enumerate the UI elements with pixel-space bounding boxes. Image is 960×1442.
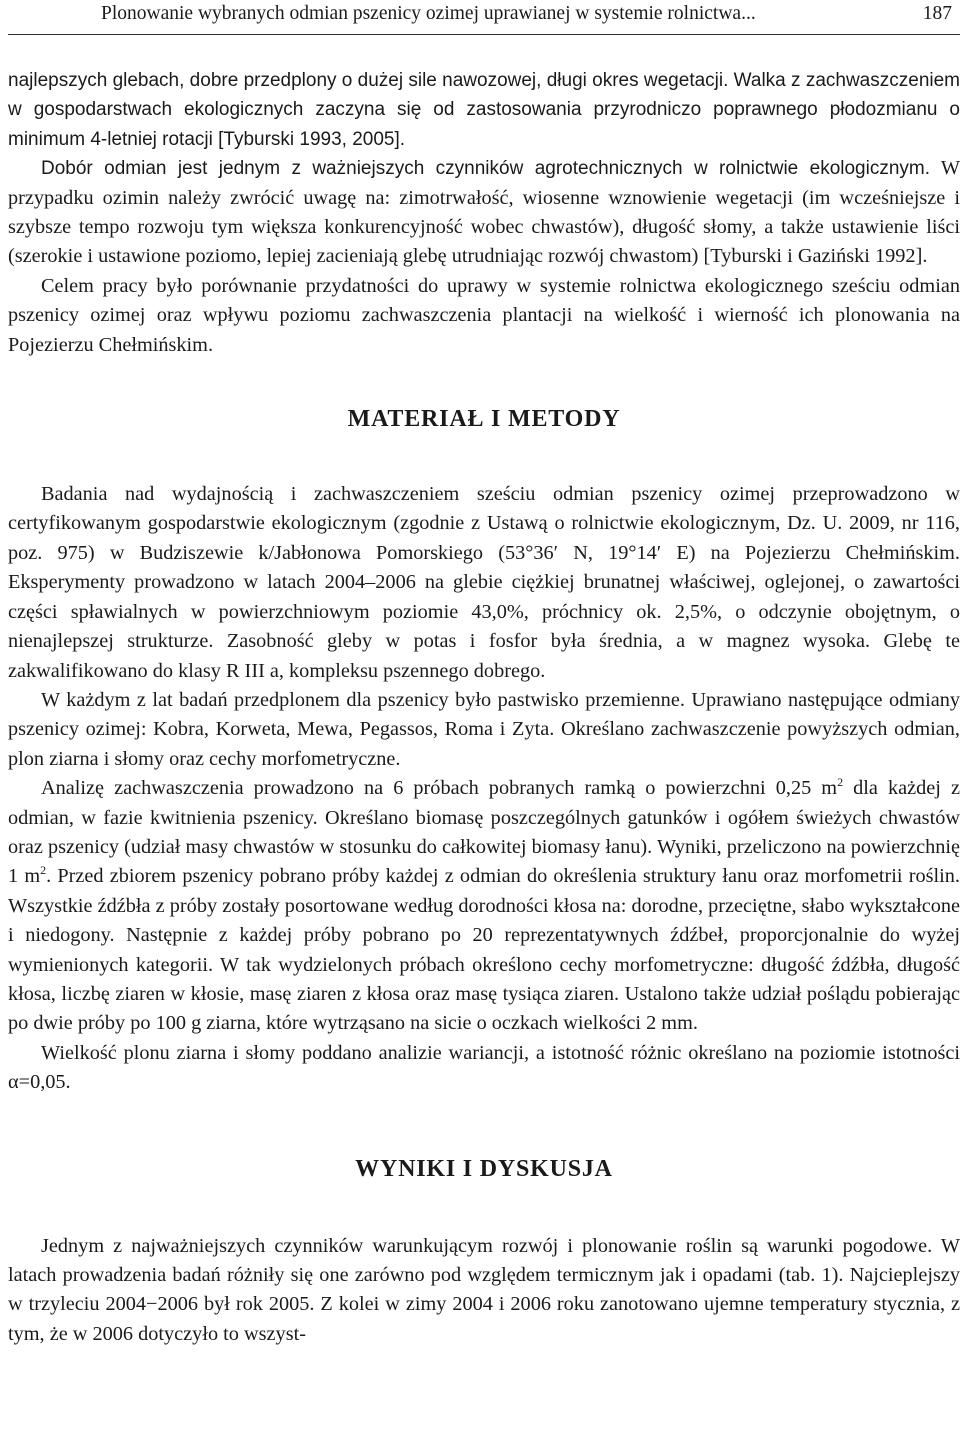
intro-paragraph-2: [8, 154, 960, 272]
page-number: 187: [922, 3, 952, 24]
intro-paragraph-1: najlepszych glebach, dobre przedplony o dużej sile nawozowej, długi okres wegetacji. Walka z zachwaszczeniem w gospodarstwach ekologicznych zaczyna się od zastosowania przyrodniczo poprawnego płodozmianu o minimum 4-letniej rotacji [Tyburski 1993, 2005].: [8, 70, 960, 150]
methods-paragraph-4: Wielkość plonu ziarna i słomy poddano analizie wariancji, a istotność różnic określano na poziomie istotności α=0,05.: [8, 1041, 960, 1094]
methods-paragraph-3-part-b: dla każdej z odmian, w fazie kwitnienia pszenicy. Określano biomasę poszczególnych gatunków i ogółem świeżych chwastów oraz pszenicy (udział masy chwastów w stosunku do całkowitej biomasy łanu). Wyniki, przeliczono na powierzchnię 1 m: [8, 777, 960, 888]
results-heading: WYNIKI I DYSKUSJA: [355, 1155, 613, 1182]
running-header: [0, 0, 960, 34]
methods-paragraph-2: W każdym z lat badań przedplonem dla pszenicy było pastwisko przemienne. Uprawiano następujące odmiany pszenicy ozimej: Kobra, Korweta, Mewa, Pegassos, Roma i Zyta. Określano zachwaszczenie powyższych odmian, plon ziarna i słomy oraz cechy morfometryczne.: [8, 688, 960, 770]
intro-paragraph-2-lead: Dobór odmian jest jednym z ważniejszych czynników agrotechnicznych w rolnictwie ekologicznym.: [41, 158, 931, 180]
intro-paragraph-3: Celem pracy było porównanie przydatności do uprawy w systemie rolnictwa ekologicznego sześciu odmian pszenicy ozimej oraz wpływu poziomu zachwaszczenia plantacji na wielkość i wierność ich plonowania na Pojezierzu Chełmińskim.: [8, 274, 960, 356]
running-title: Plonowanie wybranych odmian pszenicy ozimej uprawianej w systemie rolnictwa...: [101, 3, 756, 24]
superscript-2: 2: [40, 863, 47, 878]
methods-paragraph-3-part-a: Analizę zachwaszczenia prowadzono na 6 próbach pobranych ramką o powierzchni 0,25 m: [41, 777, 838, 800]
intro-paragraph-2-rest: W przypadku ozimin należy zwrócić uwagę na: zimotrwałość, wiosenne wznowienie wegetacji (im wcześniejsze i szybsze tempo rozwoju tym większa konkurencyjność wobec chwastów), długość słomy, a także ustawienie liści (szerokie i ustawione poziomo, lepiej zacieniają glebę utrudniając rozwój chwastom) [Tyburski i Gaziński 1992].: [8, 157, 960, 268]
methods-heading: MATERIAŁ I METODY: [347, 406, 621, 433]
header-divider: [8, 34, 960, 35]
article-body: [8, 66, 960, 1349]
methods-paragraph-1: Badania nad wydajnością i zachwaszczeniem sześciu odmian pszenicy ozimej przeprowadzono w certyfikowanym gospodarstwie ekologicznym (zgodnie z Ustawą o rolnictwie ekologicznym, Dz. U. 2009, nr 116, poz. 975) w Budziszewie k/Jabłonowa Pomorskiego (53°36′ N, 19°14′ E) na Pojezierzu Chełmińskim. Eksperymenty prowadzono w latach 2004–2006 na glebie ciężkiej brunatnej właściwej, oglejonej, o zawartości części spławialnych w powierzchniowym poziomie 43,0%, próchnicy ok. 2,5%, o odczynie obojętnym, o nienajlepszej strukturze. Zasobność gleby w potas i fosfor była średnia, a w magnez wysoka. Glebę te zakwalifikowano do klasy R III a, kompleksu pszennego dobrego.: [8, 483, 960, 682]
methods-paragraph-3: [8, 774, 960, 1039]
results-paragraph-1: Jednym z najważniejszych czynników warunkującym rozwój i plonowanie roślin są warunki pogodowe. W latach prowadzenia badań różniły się one zarówno pod względem termicznym jak i opadami (tab. 1). Najcieplejszy w trzyleciu 2004−2006 był rok 2005. Z kolei w zimy 2004 i 2006 roku zanotowano ujemne temperatury stycznia, z tym, że w 2006 dotyczyło to wszyst-: [8, 1234, 960, 1345]
methods-paragraph-3-part-c: . Przed zbiorem pszenicy pobrano próby każdej z odmian do określenia struktury łanu oraz morfometrii roślin. Wszystkie źdźbła z próby zostały posortowane według dorodności kłosa na: dorodne, przeciętne, słabo wykształcone i niedogony. Następnie z każdej próby pobrano po 20 reprezentatywnych źdźbeł, proporcjonalnie do wyżej wymienionych kategorii. W tak wydzielonych próbach określono cechy morfometryczne: długość źdźbła, długość kłosa, liczbę ziaren w kłosie, masę ziaren z kłosa oraz masę tysiąca ziaren. Ustalono także udział poślądu pobierając po dwie próby po 100 g ziarna, które wytrząsano na sicie o oczkach wielkości 2 mm.: [8, 865, 960, 1035]
superscript-2: 2: [837, 775, 844, 790]
